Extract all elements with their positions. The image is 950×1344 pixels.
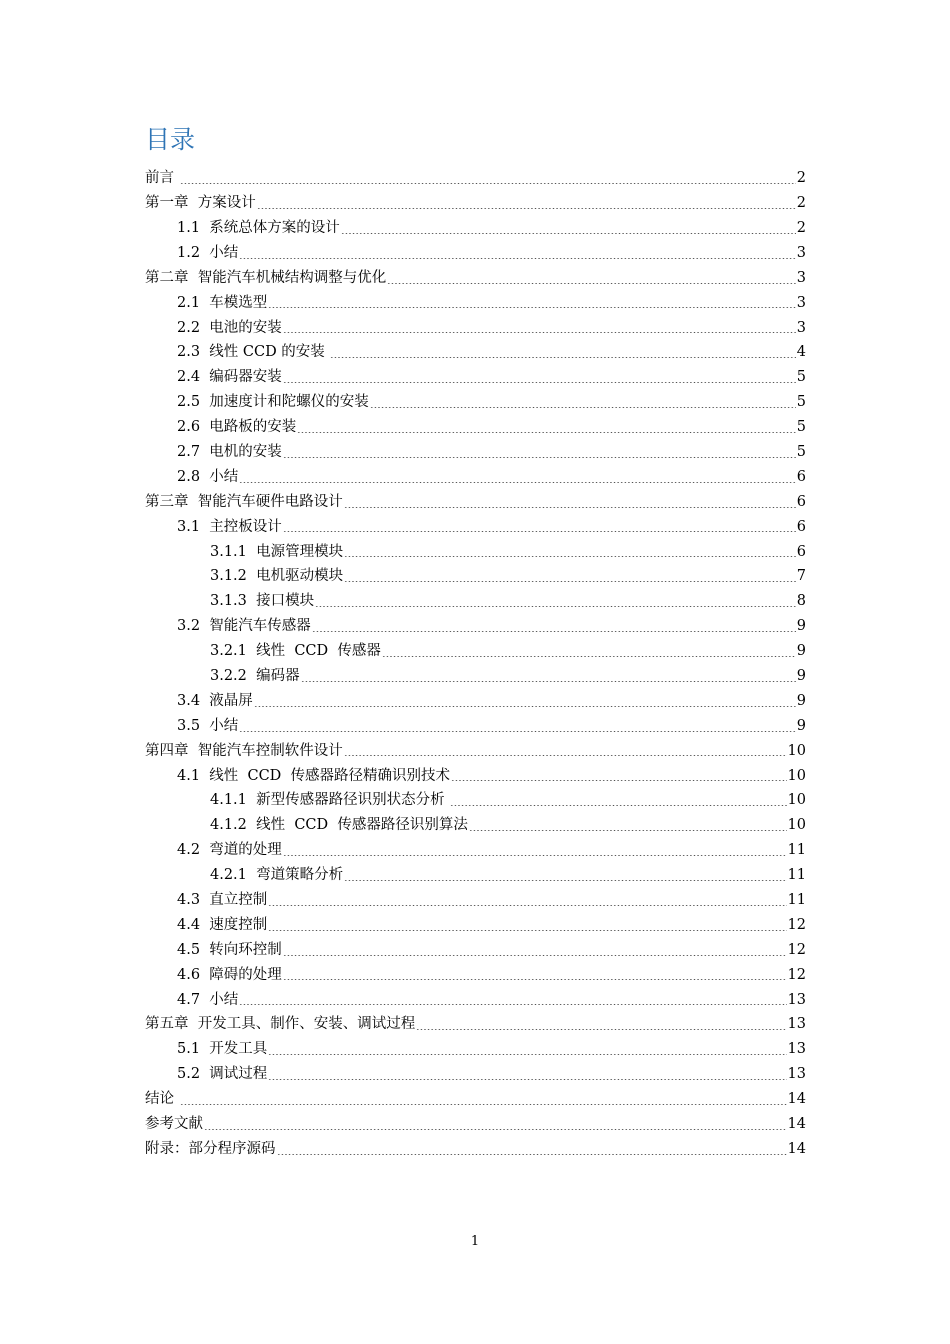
dot-leader xyxy=(268,905,786,906)
toc-entry-page: 2 xyxy=(796,219,806,236)
toc-entry[interactable] xyxy=(145,564,806,589)
toc-entry[interactable] xyxy=(145,191,806,216)
toc-entry[interactable] xyxy=(145,315,806,340)
toc-entry[interactable] xyxy=(145,639,806,664)
toc-entry[interactable] xyxy=(145,963,806,988)
toc-entry-page: 6 xyxy=(796,468,806,485)
dot-leader xyxy=(180,183,796,184)
toc-entry-title: 2.2 电池的安装 xyxy=(177,319,282,336)
dot-leader xyxy=(239,482,795,483)
dot-leader xyxy=(344,880,786,881)
dot-leader xyxy=(180,1104,787,1105)
toc-entry[interactable] xyxy=(145,490,806,515)
toc-entry-page: 5 xyxy=(796,443,806,460)
dot-leader xyxy=(257,208,796,209)
toc-entry[interactable] xyxy=(145,938,806,963)
toc-entry[interactable] xyxy=(145,340,806,365)
toc-entry-page: 13 xyxy=(787,1016,806,1033)
toc-entry-page: 9 xyxy=(796,643,806,660)
toc-entry-page: 14 xyxy=(787,1116,806,1133)
toc-entry-title: 4.2.1 弯道策略分析 xyxy=(210,867,344,884)
toc-entry-page: 10 xyxy=(787,792,806,809)
toc-entry-page: 14 xyxy=(787,1091,806,1108)
toc-entry-title: 4.5 转向环控制 xyxy=(177,941,282,958)
toc-entry-title: 3.2.2 编码器 xyxy=(210,668,300,684)
toc-entry[interactable] xyxy=(145,614,806,639)
toc-entry-title: 2.4 编码器安装 xyxy=(177,369,282,386)
toc-entry-title: 5.2 调试过程 xyxy=(177,1066,268,1083)
toc-entry[interactable] xyxy=(145,888,806,913)
toc-entry-page: 6 xyxy=(796,493,806,510)
toc-entry-title: 4.1.2 线性 CCD 传感器路径识别算法 xyxy=(210,817,468,834)
toc-entry-page: 6 xyxy=(796,543,806,560)
toc-entry-page: 13 xyxy=(787,991,806,1008)
toc-entry-page: 5 xyxy=(796,394,806,411)
toc-entry-page: 4 xyxy=(796,344,806,361)
dot-leader xyxy=(344,507,796,508)
toc-entry-title: 5.1 开发工具 xyxy=(177,1041,268,1058)
toc-entry-page: 3 xyxy=(796,294,806,311)
toc-entry[interactable] xyxy=(145,266,806,291)
toc-entry-title: 3.5 小结 xyxy=(177,717,239,734)
dot-leader xyxy=(416,1029,786,1030)
dot-leader xyxy=(344,755,787,756)
dot-leader xyxy=(344,556,796,557)
toc-entry-title: 第一章 方案设计 xyxy=(145,195,256,212)
toc-entry[interactable] xyxy=(145,763,806,788)
dot-leader xyxy=(451,780,787,781)
toc-entry[interactable] xyxy=(145,1087,806,1112)
dot-leader xyxy=(312,631,796,632)
toc-entry-page: 9 xyxy=(796,692,806,709)
dot-leader xyxy=(239,1004,786,1005)
toc-entry-title: 前言 xyxy=(145,170,179,187)
dot-leader xyxy=(268,1054,786,1055)
toc-entry[interactable] xyxy=(145,813,806,838)
toc-entry-title: 参考文献 xyxy=(145,1116,203,1133)
toc-entry[interactable] xyxy=(145,838,806,863)
dot-leader xyxy=(283,955,787,956)
toc-entry[interactable] xyxy=(145,1012,806,1037)
toc-entry[interactable] xyxy=(145,1112,806,1137)
toc-entry-title: 4.1 线性 CCD 传感器路径精确识别技术 xyxy=(177,767,451,784)
toc-entry[interactable] xyxy=(145,440,806,465)
toc-entry[interactable] xyxy=(145,689,806,714)
toc-entry-page: 2 xyxy=(796,195,806,212)
toc-entry-title: 结论 xyxy=(145,1091,179,1108)
toc-entry-page: 3 xyxy=(796,244,806,261)
dot-leader xyxy=(277,1154,787,1155)
toc-entry-title: 3.2 智能汽车传感器 xyxy=(177,618,311,635)
toc-entry[interactable] xyxy=(145,365,806,390)
dot-leader xyxy=(387,283,796,284)
toc-entry[interactable] xyxy=(145,987,806,1012)
toc-entry[interactable] xyxy=(145,390,806,415)
toc-entry-page: 11 xyxy=(787,892,806,909)
toc-entry[interactable] xyxy=(145,714,806,739)
toc-entry-page: 9 xyxy=(796,668,806,684)
toc-entry-page: 12 xyxy=(787,966,806,983)
toc-entry-page: 10 xyxy=(787,767,806,784)
dot-leader xyxy=(283,382,796,383)
dot-leader xyxy=(344,581,796,582)
toc-entry[interactable] xyxy=(145,216,806,241)
toc-entry[interactable] xyxy=(145,738,806,763)
toc-entry[interactable] xyxy=(145,465,806,490)
toc-entry-page: 12 xyxy=(787,916,806,933)
toc-entry[interactable] xyxy=(145,1137,806,1162)
toc-entry-page: 9 xyxy=(796,717,806,734)
toc-entry-title: 附录：部分程序源码 xyxy=(145,1140,276,1157)
toc-entry-page: 9 xyxy=(796,618,806,635)
toc-entry-title: 3.4 液晶屏 xyxy=(177,692,253,709)
toc-entry-title: 第二章 智能汽车机械结构调整与优化 xyxy=(145,269,387,286)
toc-entry-title: 3.1 主控板设计 xyxy=(177,518,282,535)
toc-entry-title: 3.1.2 电机驱动模块 xyxy=(210,568,344,585)
dot-leader xyxy=(450,805,786,806)
dot-leader xyxy=(315,606,796,607)
toc-entry-page: 13 xyxy=(787,1066,806,1083)
toc-entry[interactable] xyxy=(145,514,806,539)
toc-entry-title: 2.6 电路板的安装 xyxy=(177,419,297,436)
toc-entry-page: 2 xyxy=(796,170,806,187)
toc-entry-title: 2.5 加速度计和陀螺仪的安装 xyxy=(177,394,369,411)
dot-leader xyxy=(268,1079,786,1080)
toc-entry[interactable] xyxy=(145,589,806,614)
toc-entry-page: 10 xyxy=(787,817,806,834)
toc-entry-title: 2.1 车模选型 xyxy=(177,294,268,311)
dot-leader xyxy=(239,731,795,732)
toc-entry-title: 1.2 小结 xyxy=(177,244,239,261)
toc-entry-title: 4.4 速度控制 xyxy=(177,916,268,933)
toc-entry-page: 5 xyxy=(796,369,806,386)
toc-entry[interactable] xyxy=(145,1062,806,1087)
toc-entry[interactable] xyxy=(145,664,806,689)
dot-leader xyxy=(283,457,796,458)
toc-entry[interactable] xyxy=(145,290,806,315)
toc-entry-page: 3 xyxy=(796,269,806,286)
page-number: 1 xyxy=(470,1234,480,1249)
toc-entry[interactable] xyxy=(145,1037,806,1062)
dot-leader xyxy=(283,332,796,333)
toc-entry[interactable] xyxy=(145,788,806,813)
dot-leader xyxy=(330,357,795,358)
dot-leader xyxy=(382,656,796,657)
dot-leader xyxy=(239,258,795,259)
dot-leader xyxy=(254,706,796,707)
toc-title: 目录 xyxy=(145,125,196,154)
dot-leader xyxy=(469,830,787,831)
toc-entry[interactable] xyxy=(145,863,806,888)
toc-entry[interactable] xyxy=(145,241,806,266)
toc-entry-title: 4.2 弯道的处理 xyxy=(177,842,282,859)
toc-entry-title: 1.1 系统总体方案的设计 xyxy=(177,219,340,236)
toc-entry-page: 13 xyxy=(787,1041,806,1058)
toc-entry-page: 7 xyxy=(796,568,806,585)
dot-leader xyxy=(204,1129,787,1130)
toc-entry-title: 4.1.1 新型传感器路径识别状态分析 xyxy=(210,792,450,809)
toc-entry-page: 3 xyxy=(796,319,806,336)
toc-entry[interactable] xyxy=(145,415,806,440)
dot-leader xyxy=(268,930,786,931)
toc-entry-title: 3.1.1 电源管理模块 xyxy=(210,543,344,560)
toc-entry-page: 5 xyxy=(796,419,806,436)
toc-entry-page: 12 xyxy=(787,941,806,958)
toc-entry-page: 6 xyxy=(796,518,806,535)
dot-leader xyxy=(283,979,787,980)
dot-leader xyxy=(341,233,796,234)
toc-entry-title: 4.7 小结 xyxy=(177,991,239,1008)
toc-entry-page: 8 xyxy=(796,593,806,610)
toc-entry-page: 14 xyxy=(787,1140,806,1157)
toc-entry-title: 3.1.3 接口模块 xyxy=(210,593,315,610)
toc-entry-title: 第五章 开发工具、制作、安装、调试过程 xyxy=(145,1016,416,1033)
toc-entry-page: 11 xyxy=(787,867,806,884)
toc-entry-title: 3.2.1 线性 CCD 传感器 xyxy=(210,643,381,660)
dot-leader xyxy=(268,307,795,308)
toc-entry-title: 2.3 线性 CCD 的安装 xyxy=(177,344,330,361)
dot-leader xyxy=(297,432,795,433)
dot-leader xyxy=(283,855,787,856)
dot-leader xyxy=(370,407,796,408)
toc-entry-title: 第四章 智能汽车控制软件设计 xyxy=(145,742,343,759)
toc-entry-title: 2.7 电机的安装 xyxy=(177,443,282,460)
toc-entry[interactable] xyxy=(145,913,806,938)
toc-entry[interactable] xyxy=(145,166,806,191)
table-of-contents xyxy=(145,166,806,1162)
toc-entry[interactable] xyxy=(145,539,806,564)
toc-entry-page: 11 xyxy=(787,842,806,859)
toc-entry-title: 4.6 障碍的处理 xyxy=(177,966,282,983)
toc-entry-title: 第三章 智能汽车硬件电路设计 xyxy=(145,493,343,510)
dot-leader xyxy=(283,531,796,532)
toc-entry-title: 2.8 小结 xyxy=(177,468,239,485)
toc-entry-page: 10 xyxy=(787,742,806,759)
dot-leader xyxy=(301,681,796,682)
toc-entry-title: 4.3 直立控制 xyxy=(177,892,268,909)
